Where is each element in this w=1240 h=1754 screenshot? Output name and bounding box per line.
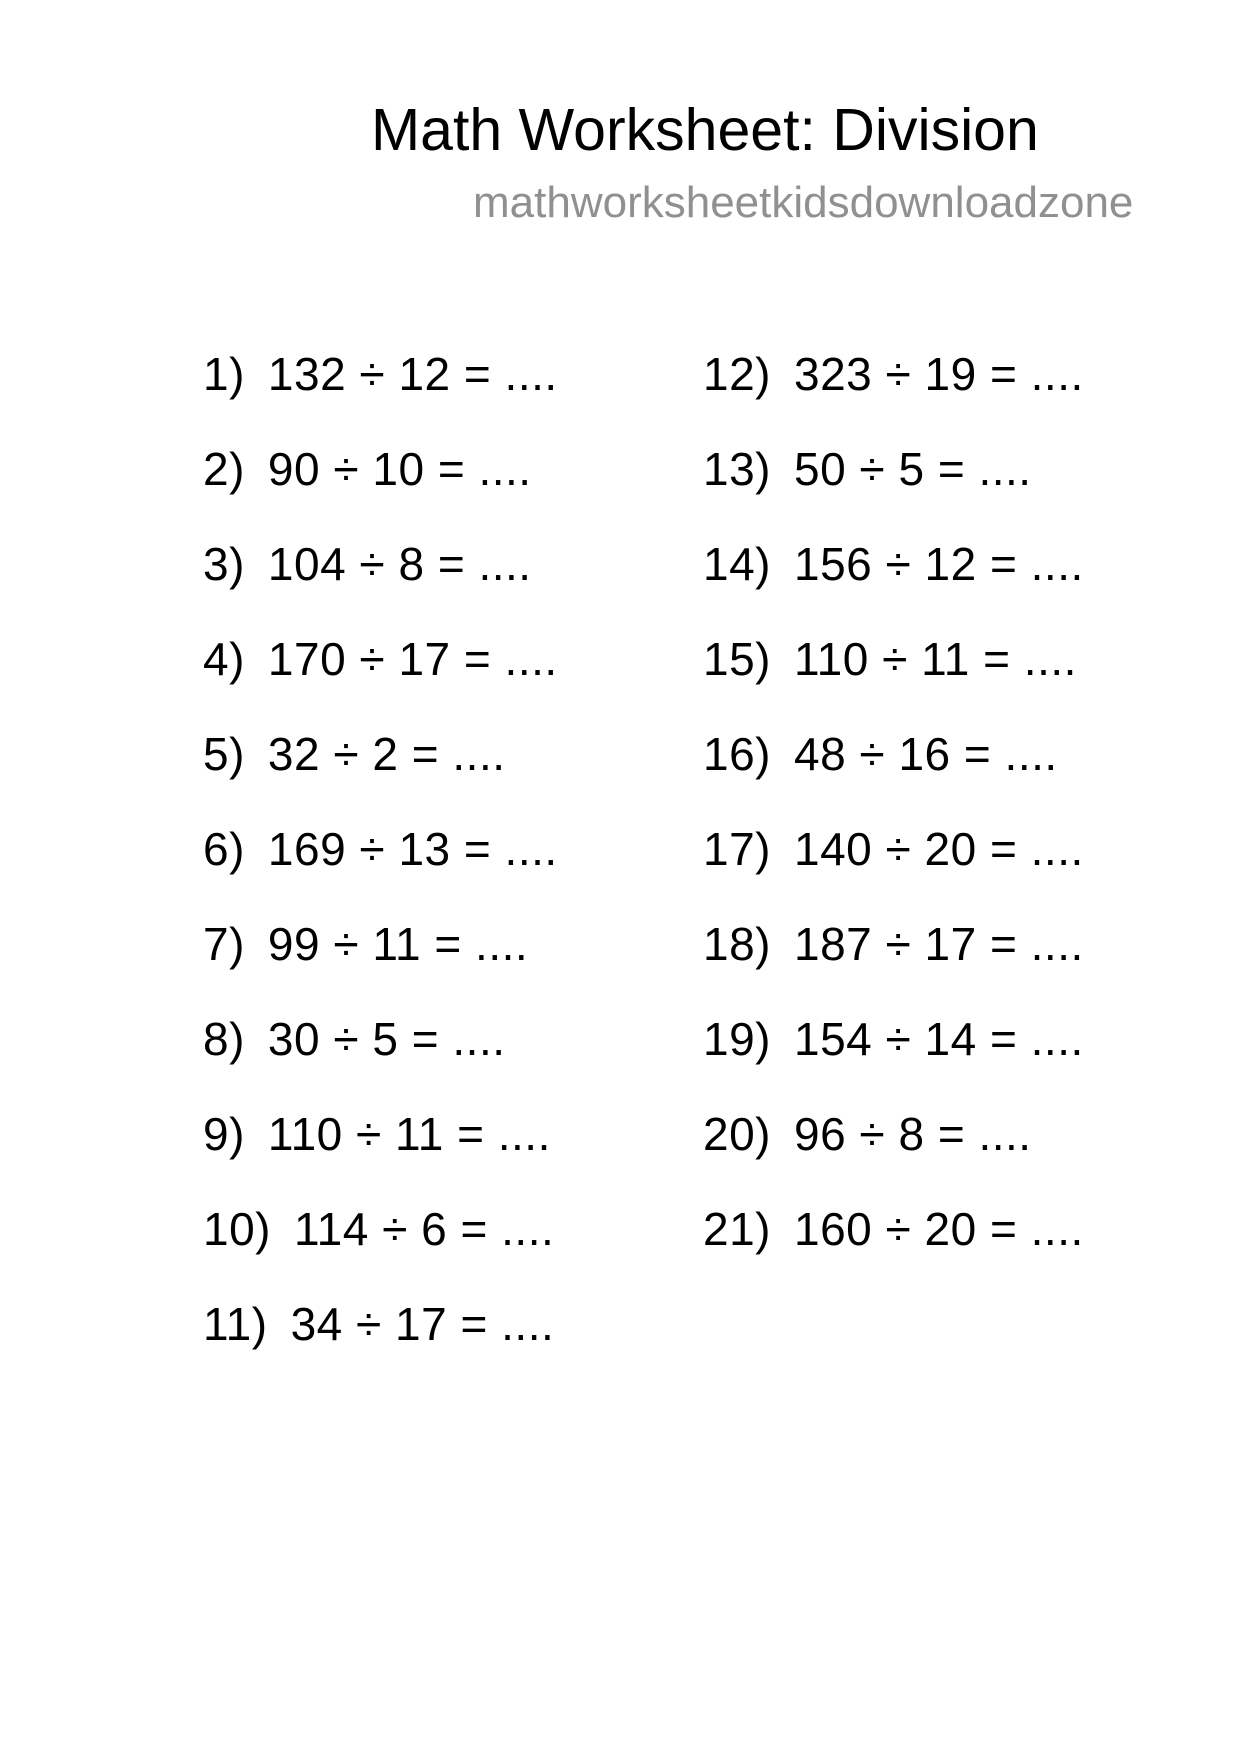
problem-number: 14): [703, 537, 771, 590]
problem-row-15: [703, 611, 1084, 706]
problem-expression: 48 ÷ 16 = ....: [793, 727, 1058, 780]
problem-row-14: [703, 516, 1084, 611]
problem-expression: 160 ÷ 20 = ....: [793, 1202, 1084, 1255]
problem-row-16: [703, 706, 1084, 801]
problem-number: 12): [703, 347, 771, 400]
problem-number: 9): [203, 1107, 245, 1160]
problem-row-4: [203, 611, 558, 706]
problem-expression: 34 ÷ 17 = ....: [290, 1297, 555, 1350]
problem-row-5: [203, 706, 558, 801]
problem-number: 2): [203, 442, 245, 495]
problem-number: 16): [703, 727, 771, 780]
problem-row-21: [703, 1181, 1084, 1276]
problem-row-11: [203, 1276, 558, 1371]
problem-row-10: [203, 1181, 558, 1276]
problem-row-7: [203, 896, 558, 991]
problem-number: 19): [703, 1012, 771, 1065]
problems-right-column: [703, 326, 1084, 1276]
problem-expression: 110 ÷ 11 = ....: [267, 1107, 551, 1160]
problem-number: 17): [703, 822, 771, 875]
problem-number: 5): [203, 727, 245, 780]
problem-number: 10): [203, 1202, 271, 1255]
problem-row-18: [703, 896, 1084, 991]
problem-expression: 99 ÷ 11 = ....: [267, 917, 529, 970]
problem-expression: 154 ÷ 14 = ....: [793, 1012, 1084, 1065]
problem-expression: 156 ÷ 12 = ....: [793, 537, 1084, 590]
problem-row-6: [203, 801, 558, 896]
problem-number: 4): [203, 632, 245, 685]
problem-row-1: [203, 326, 558, 421]
problem-row-17: [703, 801, 1084, 896]
problem-row-2: [203, 421, 558, 516]
problems-left-column: [203, 326, 558, 1371]
problem-expression: 32 ÷ 2 = ....: [267, 727, 506, 780]
problem-expression: 132 ÷ 12 = ....: [267, 347, 558, 400]
problem-number: 13): [703, 442, 771, 495]
problem-expression: 90 ÷ 10 = ....: [267, 442, 532, 495]
problem-expression: 50 ÷ 5 = ....: [793, 442, 1032, 495]
problem-number: 7): [203, 917, 245, 970]
problem-expression: 96 ÷ 8 = ....: [793, 1107, 1032, 1160]
problem-number: 21): [703, 1202, 771, 1255]
problem-number: 6): [203, 822, 245, 875]
problem-row-9: [203, 1086, 558, 1181]
problem-expression: 140 ÷ 20 = ....: [793, 822, 1084, 875]
problem-number: 11): [203, 1297, 268, 1350]
problem-number: 8): [203, 1012, 245, 1065]
problem-number: 18): [703, 917, 771, 970]
problem-number: 1): [203, 347, 245, 400]
problem-number: 15): [703, 632, 771, 685]
problem-expression: 110 ÷ 11 = ....: [793, 632, 1077, 685]
problem-number: 3): [203, 537, 245, 590]
problem-row-20: [703, 1086, 1084, 1181]
problem-row-8: [203, 991, 558, 1086]
problem-expression: 114 ÷ 6 = ....: [293, 1202, 555, 1255]
problem-row-3: [203, 516, 558, 611]
problem-row-13: [703, 421, 1084, 516]
page-title: Math Worksheet: Division: [371, 97, 1039, 163]
problem-row-19: [703, 991, 1084, 1086]
problem-expression: 104 ÷ 8 = ....: [267, 537, 532, 590]
problem-number: 20): [703, 1107, 771, 1160]
problem-expression: 170 ÷ 17 = ....: [267, 632, 558, 685]
page-subtitle: mathworksheetkidsdownloadzone: [473, 178, 1134, 227]
problem-expression: 187 ÷ 17 = ....: [793, 917, 1084, 970]
problem-expression: 323 ÷ 19 = ....: [793, 347, 1084, 400]
problem-row-12: [703, 326, 1084, 421]
problem-expression: 169 ÷ 13 = ....: [267, 822, 558, 875]
problem-expression: 30 ÷ 5 = ....: [267, 1012, 506, 1065]
